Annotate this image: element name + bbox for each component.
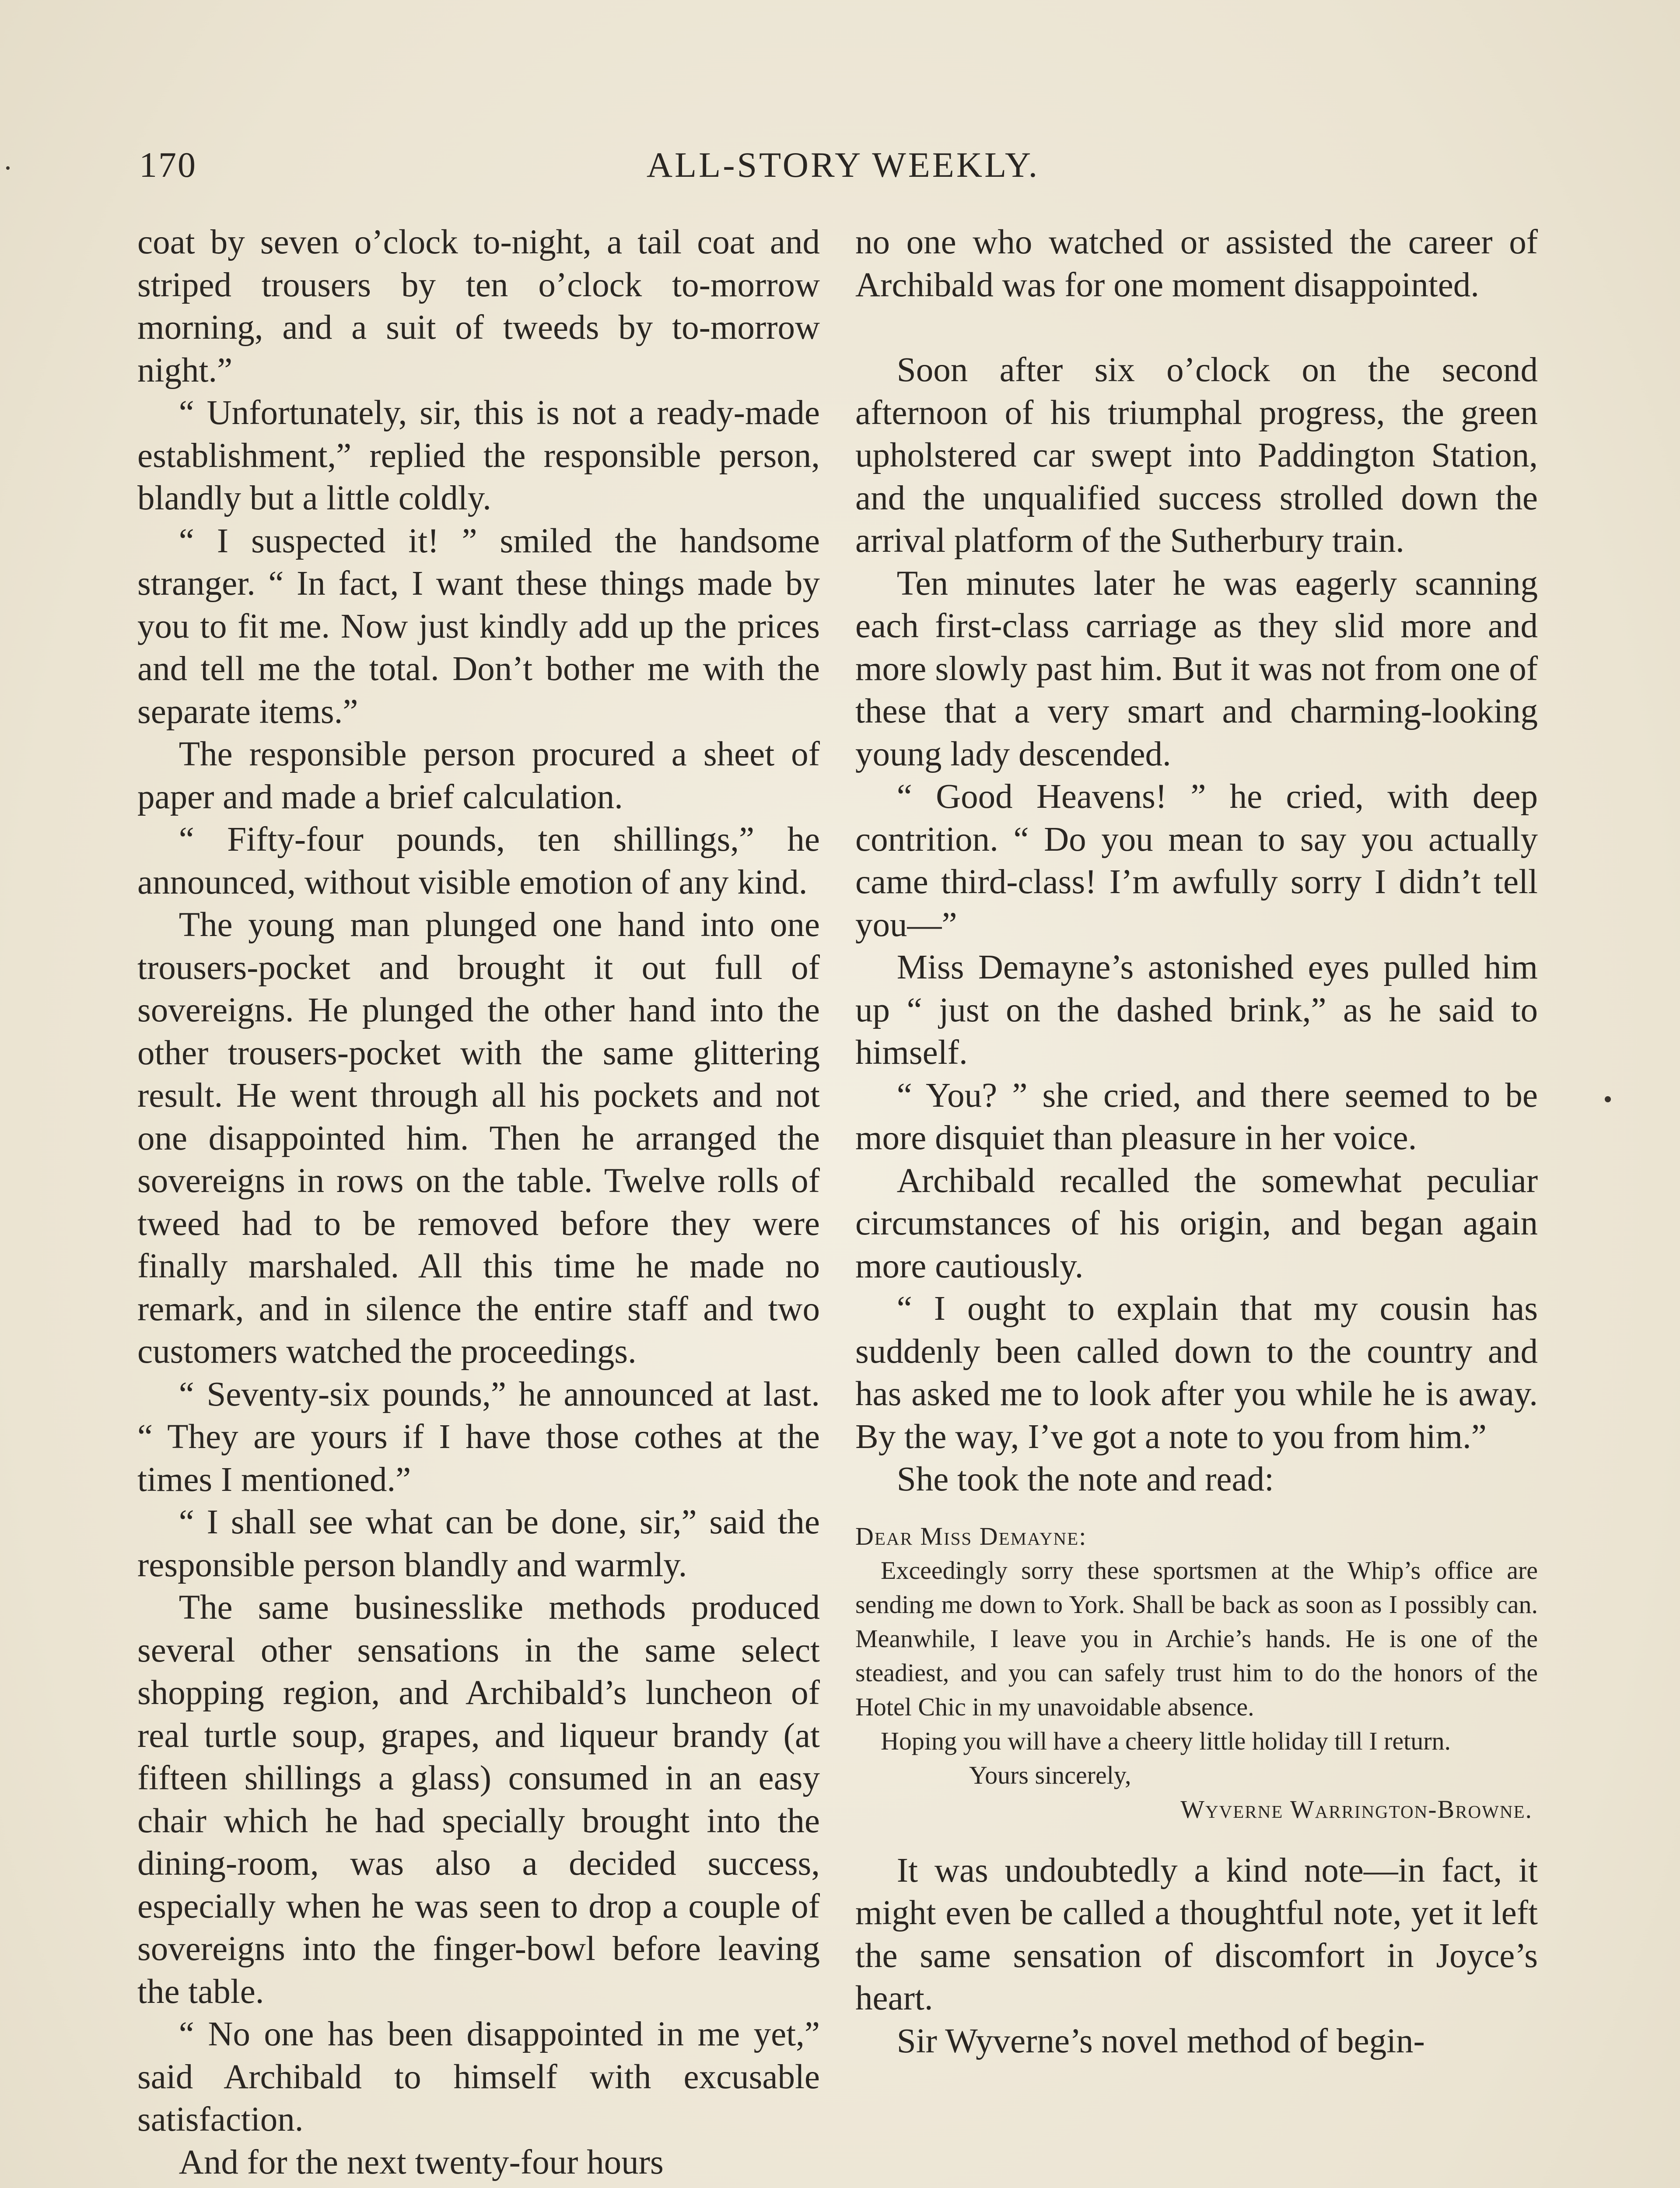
paragraph: The young man plunged one hand into one trousers-pocket and brought it out full of sovereigns. He plunged the other hand into the other trousers-pocket with the same glittering result. He went through all his pockets and not one disappointed him. Then he arranged the sovereigns in rows on the table. Twelve rolls of tweed had to be removed before they were finally marshaled. All this time he made no remark, and in silence the entire staff and two customers watched the proceedings. bbox=[137, 906, 820, 1371]
paragraph: The responsible person procured a sheet of paper and made a brief calculation. bbox=[137, 735, 820, 816]
paragraph: Archibald recalled the somewhat peculiar circumstances of his origin, and began again more cautiously. bbox=[855, 1161, 1538, 1285]
paragraph: “ Seventy-six pounds,” he announced at last. “ They are yours if I have those cothes at the times I mentioned.” bbox=[137, 1375, 820, 1499]
paragraph: “ You? ” she cried, and there seemed to be more disquiet than pleasure in her voice. bbox=[855, 1076, 1538, 1157]
letter-closing: Yours sincerely, bbox=[969, 1760, 1131, 1789]
paragraph: “ Unfortunately, sir, this is not a ready-made establishment,” replied the responsible person, blandly but a little coldly. bbox=[137, 394, 820, 517]
paragraph: no one who watched or assisted the career of Archibald was for one moment disappointed. bbox=[855, 223, 1538, 304]
letter-paragraph: Hoping you will have a cheery little holiday till I return. bbox=[881, 1726, 1451, 1755]
paragraph: She took the note and read: bbox=[896, 1460, 1274, 1498]
paragraph: “ No one has been disappointed in me yet,” said Archibald to himself with excusable satisfaction. bbox=[137, 2015, 820, 2139]
paragraph: coat by seven o’clock to-night, a tail coat and striped trousers by ten o’clock to-morrow morning, and a suit of tweeds by to-morrow night.” bbox=[137, 223, 820, 389]
page-header bbox=[139, 144, 1547, 193]
paragraph: Soon after six o’clock on the second afternoon of his triumphal progress, the green upholstered car swept into Paddington Station, and the unqualified success strolled down the arrival platform of the Sutherbury train. bbox=[855, 351, 1538, 560]
paragraph: It was undoubtedly a kind note—in fact, it might even be called a thoughtful note, yet it left the same sensation of discomfort in Joyce’s heart. bbox=[855, 1851, 1538, 2017]
print-speck bbox=[1605, 1096, 1611, 1102]
paragraph: The same businesslike methods produced several other sensations in the same select shopping region, and Archibald’s luncheon of real turtle soup, grapes, and liqueur brandy (at fifteen shillings a glass) consumed in an easy chair which he had specially brought into the dining-room, was also a decided success, especially when he was seen to drop a couple of sovereigns into the finger-bowl before leaving the table. bbox=[137, 1588, 820, 2011]
paragraph: “ I suspected it! ” smiled the handsome stranger. “ In fact, I want these things made by you to fit me. Now just kindly add up the prices and tell me the total. Don’t bother me with the separate items.” bbox=[137, 522, 820, 731]
print-speck bbox=[6, 166, 10, 170]
embedded-letter bbox=[855, 1519, 1538, 1827]
letter-signature: Wyverne Warrington-Browne. bbox=[1180, 1795, 1533, 1823]
letter-salutation: Dear Miss Demayne: bbox=[855, 1522, 1087, 1550]
paragraph: Miss Demayne’s astonished eyes pulled him up “ just on the dashed brink,” as he said to himself. bbox=[855, 948, 1538, 1072]
paragraph: And for the next twenty-four hours bbox=[178, 2143, 664, 2181]
paragraph: Ten minutes later he was eagerly scanning each first-class carriage as they slid more and more slowly past him. But it was not from one of these that a very smart and charming-looking young lady descended. bbox=[855, 564, 1538, 773]
paragraph: Sir Wyverne’s novel method of begin- bbox=[896, 2022, 1425, 2060]
paragraph: “ Fifty-four pounds, ten shillings,” he announced, without visible emotion of any kind. bbox=[137, 820, 820, 901]
paragraph: “ I ought to explain that my cousin has suddenly been called down to the country and has asked me to look after you while he is away. By the way, I’ve got a note to you from him.” bbox=[855, 1290, 1538, 1456]
page-number: 170 bbox=[139, 145, 197, 185]
left-column bbox=[137, 221, 820, 2184]
running-head: ALL-STORY WEEKLY. bbox=[646, 145, 1040, 185]
right-column bbox=[855, 221, 1538, 2062]
paragraph: “ I shall see what can be done, sir,” said the responsible person blandly and warmly. bbox=[137, 1503, 820, 1584]
letter-paragraph: Exceedingly sorry these sportsmen at the Whip’s office are sending me down to York. Shall be back as soon as I possibly can. Meanwhile, I leave you in Archie’s hands. He is one of the steadiest, and you can safely trust him to do the honors of the Hotel Chic in my unavoidable absence. bbox=[855, 1556, 1538, 1721]
paragraph: “ Good Heavens! ” he cried, with deep contrition. “ Do you mean to say you actually came third-class! I’m awfully sorry I didn’t tell you—” bbox=[855, 778, 1538, 944]
